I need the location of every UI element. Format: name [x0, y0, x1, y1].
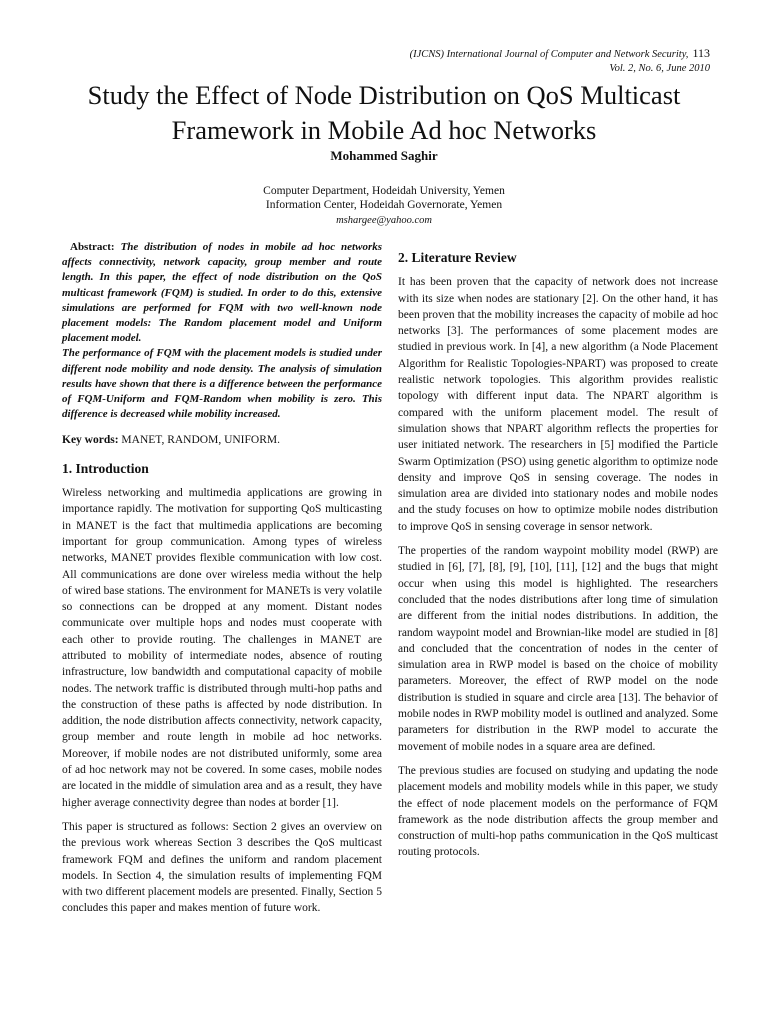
- paper-title: Study the Effect of Node Distribution on QoS Multicast Framework in Mobile Ad hoc Networks: [87, 80, 681, 145]
- right-column: [398, 240, 718, 869]
- section-heading-literature-review: 2. Literature Review: [398, 250, 517, 265]
- running-header: [410, 46, 710, 76]
- abstract-label: Abstract:: [70, 241, 115, 253]
- abstract-paragraph-2: [62, 346, 382, 422]
- literature-paragraph-2: The properties of the random waypoint mobility model (RWP) are studied in [6], [7], [8], [9], [10], [11], [12] and the bugs that might occur when using this model is highlighted. The researchers concluded that the nodes distributions after long time of simulation are different from the initial nodes distributions. In addition, the random waypoint model and Brownian-like model are studied in [8] and concluded that the concentration of nodes in the center of simulation area in RWP model is based on the choice of mobility parameters. Moreover, the effect of RWP model on the node distribution is studied in square and circle area [13]. The behavior of mobile nodes in RWP mobility model is outlined and analyzed. Some parameters for distribution in the RWP model to accurate the movement of mobile nodes in a square area are defined.: [398, 545, 718, 753]
- abstract: [62, 240, 382, 422]
- affiliation-line-1: Computer Department, Hodeidah University, Yemen: [263, 185, 505, 197]
- journal-name: (IJCNS) International Journal of Computer and Network Security,: [409, 49, 689, 60]
- introduction-paragraph-1: Wireless networking and multimedia applications are growing in importance rapidly. The motivation for supporting QoS multicasting in MANET is the fact that multimedia applications are becoming important for group communication. Among types of wireless networks, MANET provides flexible communication with low cost. All communications are done over wireless media without the help of wired base stations. The environment for MANETs is very volatile so connections can be dropped at any moment. Distant nodes communicate over multiple hops and nodes must cooperate with each other to provide routing. The challenges in MANET are attributed to mobility of intermediate nodes, absence of routing infrastructure, low bandwidth and computational capacity of mobile nodes. The network traffic is distributed through multi-hop paths and the construction of these paths is affected by node distribution. In addition, the node distribution affects connectivity, network capacity, group member and route length in mobile ad hoc networks. Moreover, if mobile nodes are not distributed uniformly, some area of ad hoc network may not be covered. In some cases, mobile nodes are located in the middle of simulation area and as a result, they have higher average connectivity degree than nodes at border [1].: [62, 487, 382, 809]
- volume-line: Vol. 2, No. 6, June 2010: [609, 63, 710, 74]
- affiliation-line-2: Information Center, Hodeidah Governorate, Yemen: [265, 199, 503, 211]
- section-heading-introduction: 1. Introduction: [62, 460, 149, 476]
- keywords: [62, 432, 382, 448]
- affiliation: [0, 184, 768, 212]
- keywords-text: MANET, RANDOM, UNIFORM.: [121, 434, 280, 447]
- literature-paragraph-1: It has been proven that the capacity of network does not increase with its size when nodes are stationary [2]. On the other hand, it has been proven that the mobility increases the capacity of mobile ad hoc networks [3]. The performances of some placement modes are studied in previous work. In [4], a new algorithm (a Node Placement Algorithm for Realistic Topologies-NPART) was proposed to create realistic network topologies. This algorithm provides realistic topology with different input data. The NPART algorithm is compared with the uniform placement model. The result of simulation shows that NPART algorithm reflects the properties for user initiated network. The researchers in [5] modified the Particle Swarm Optimization (PSO) using genetic algorithm to optimize node density and improve QoS in sensing coverage. The nodes in simulation area are divided into stationary nodes and mobile nodes and the study focuses on how to optimize mobile nodes distribution to improve QoS in sensing coverage in sensor network.: [398, 276, 718, 533]
- keywords-label: Key words:: [62, 434, 119, 447]
- abstract-paragraph-1: [62, 240, 382, 346]
- abstract-text-2: The performance of FQM with the placement models is studied under different node mobility and node density. The analysis of simulation results have shown that there is a difference between the performance of FQM-Uniform and FQM-Random when mobility is zero. This difference is decreased while mobility increased.: [62, 347, 382, 421]
- journal-line: [410, 46, 710, 62]
- introduction-paragraph-2: This paper is structured as follows: Section 2 gives an overview on the previous work whereas Section 3 describes the QoS multicast framework FQM and defines the uniform and random placement models. In Section 4, the simulation results of implementing FQM with two different placement models are presented. Finally, Section 5 concludes this paper and makes mention of future work.: [62, 820, 382, 915]
- author-name: Mohammed Saghir: [330, 148, 438, 163]
- literature-paragraph-3: The previous studies are focused on studying and updating the node placement models and mobility models while in this paper, we study the effect of node placement models on the performance of FQM framework as the node distribution affects the group member and construction of multi-hop paths communication in the QoS multicast routing protocols.: [398, 764, 718, 859]
- page-number: 113: [692, 46, 710, 60]
- abstract-text-1: The distribution of nodes in mobile ad hoc networks affects connectivity, network capacity, group member and route length. In this paper, the effect of node distribution on the QoS multicast framework (FQM) is studied. In order to do this, extensive simulations are performed for FQM with two well-known node placement models: The Random placement model and Uniform placement model.: [62, 241, 383, 345]
- author-email: mshargee@yahoo.com: [336, 215, 432, 226]
- left-column: [62, 240, 382, 925]
